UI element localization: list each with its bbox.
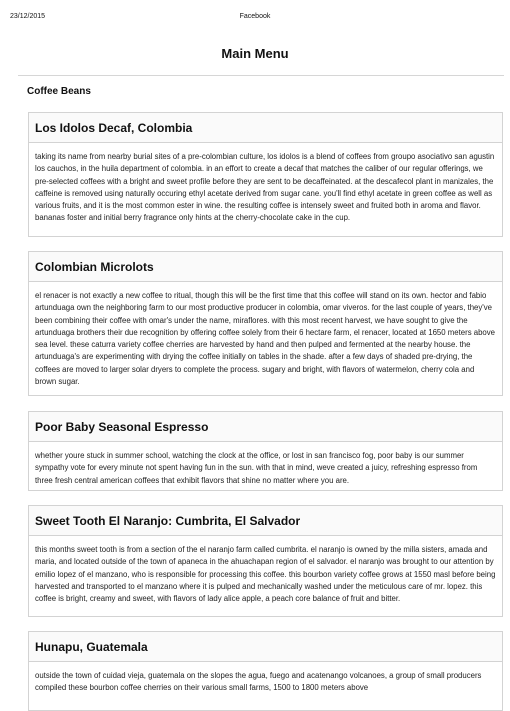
menu-item-description: taking its name from nearby burial sites of a pre-colombian culture, los idolos is a blend of coffees from groupo asociativo san agustin los cauchos, in the huila department of colombia. in an effort to create a decaf that matches the caliber of our regular offerings, we pre-selected coffees with a bright and sweet profile before they are sent to be decaffeinated. at the descafecol plant in manizales, the caffeine is removed using naturally occuring ethyl acetate derived from sugar cane. you'll find ethyl acetate in green coffee as well as various fruits, and it is the most common ester in wine. the resulting coffee is intensely sweet and fruited both in aroma and flavor. bananas foster and initial berry fragrance only hints at the cherry-chocolate cake in the cup. bbox=[35, 152, 495, 223]
menu-item-description: outside the town of cuidad vieja, guatemala on the slopes the agua, fuego and acatenango volcanoes, a group of small producers compiled these bourbon coffee cherries on their various small farms, 1500 to 1800 meters above bbox=[35, 671, 482, 693]
menu-item-card bbox=[28, 411, 503, 491]
menu-item-name: Poor Baby Seasonal Espresso bbox=[29, 412, 502, 442]
print-date: 23/12/2015 bbox=[10, 13, 46, 20]
menu-item-description: el renacer is not exactly a new coffee to ritual, though this will be the first time that this coffee will stand on its own. hector and fabio artunduaga own the neighboring farm to our most productive producer in colombia, omar viveros. for the last couple of years, they've been combining their coffee with omar's under the name, miraflores. with this most recent harvest, we have sought to give the artunduaga brothers their due recognition by offering coffee solely from their 6 hectare farm, el renacer, located at 1650 meters above sea level. these caturra variety coffee cherries are harvested by hand and then pulped and fermented at the nearby house. the artunduaga's are experimenting with drying the coffee initially on tables in the shade. after a few days of shaded pre-drying, the coffees are moved to larger solar dryers to complete the process. sugary and bright, with flavors of watermelon, cherry cola and brown sugar. bbox=[35, 291, 495, 387]
menu-item-description: whether youre stuck in summer school, watching the clock at the office, or lost in san francisco fog, poor baby is our summer sympathy vote for every minute not spent having fun in the sun. with that in mind, weve created a juicy, refreshing espresso from three fresh central american coffees that exhibit flavors that shine no matter where you are. bbox=[35, 451, 478, 485]
menu-item-card bbox=[28, 631, 503, 711]
menu-item-card bbox=[28, 505, 503, 617]
menu-item-name: Sweet Tooth El Naranjo: Cumbrita, El Salvador bbox=[29, 506, 502, 536]
menu-item-card bbox=[28, 251, 503, 396]
menu-item-name: Colombian Microlots bbox=[29, 252, 502, 282]
menu-item-card bbox=[28, 112, 503, 237]
section-title: Coffee Beans bbox=[27, 86, 91, 97]
menu-item-name: Hunapu, Guatemala bbox=[29, 632, 502, 662]
page-title: Main Menu bbox=[221, 46, 289, 61]
print-header bbox=[0, 13, 510, 25]
title-divider bbox=[18, 75, 504, 76]
menu-item-name: Los Idolos Decaf, Colombia bbox=[29, 113, 502, 143]
print-source: Facebook bbox=[239, 13, 271, 20]
menu-item-description: this months sweet tooth is from a section of the el naranjo farm called cumbrita. el naranjo is owned by the milla sisters, amada and maria, and located outside of the town of apaneca in the ahuachapan region of el salvador. el naranjo was brought to our attention by emilio lopez of el manzano, who is responsible for processing this coffee. this bourbon variety coffee grows at 1550 masl before being harvested and transported to el manzano where it is pulped and mechanically washed under the meticulous care of mr. lopez. this coffee is bright, creamy and sweet, with flavors of lady alice apple, a peach core balance of fruit and bitter. bbox=[35, 545, 496, 604]
